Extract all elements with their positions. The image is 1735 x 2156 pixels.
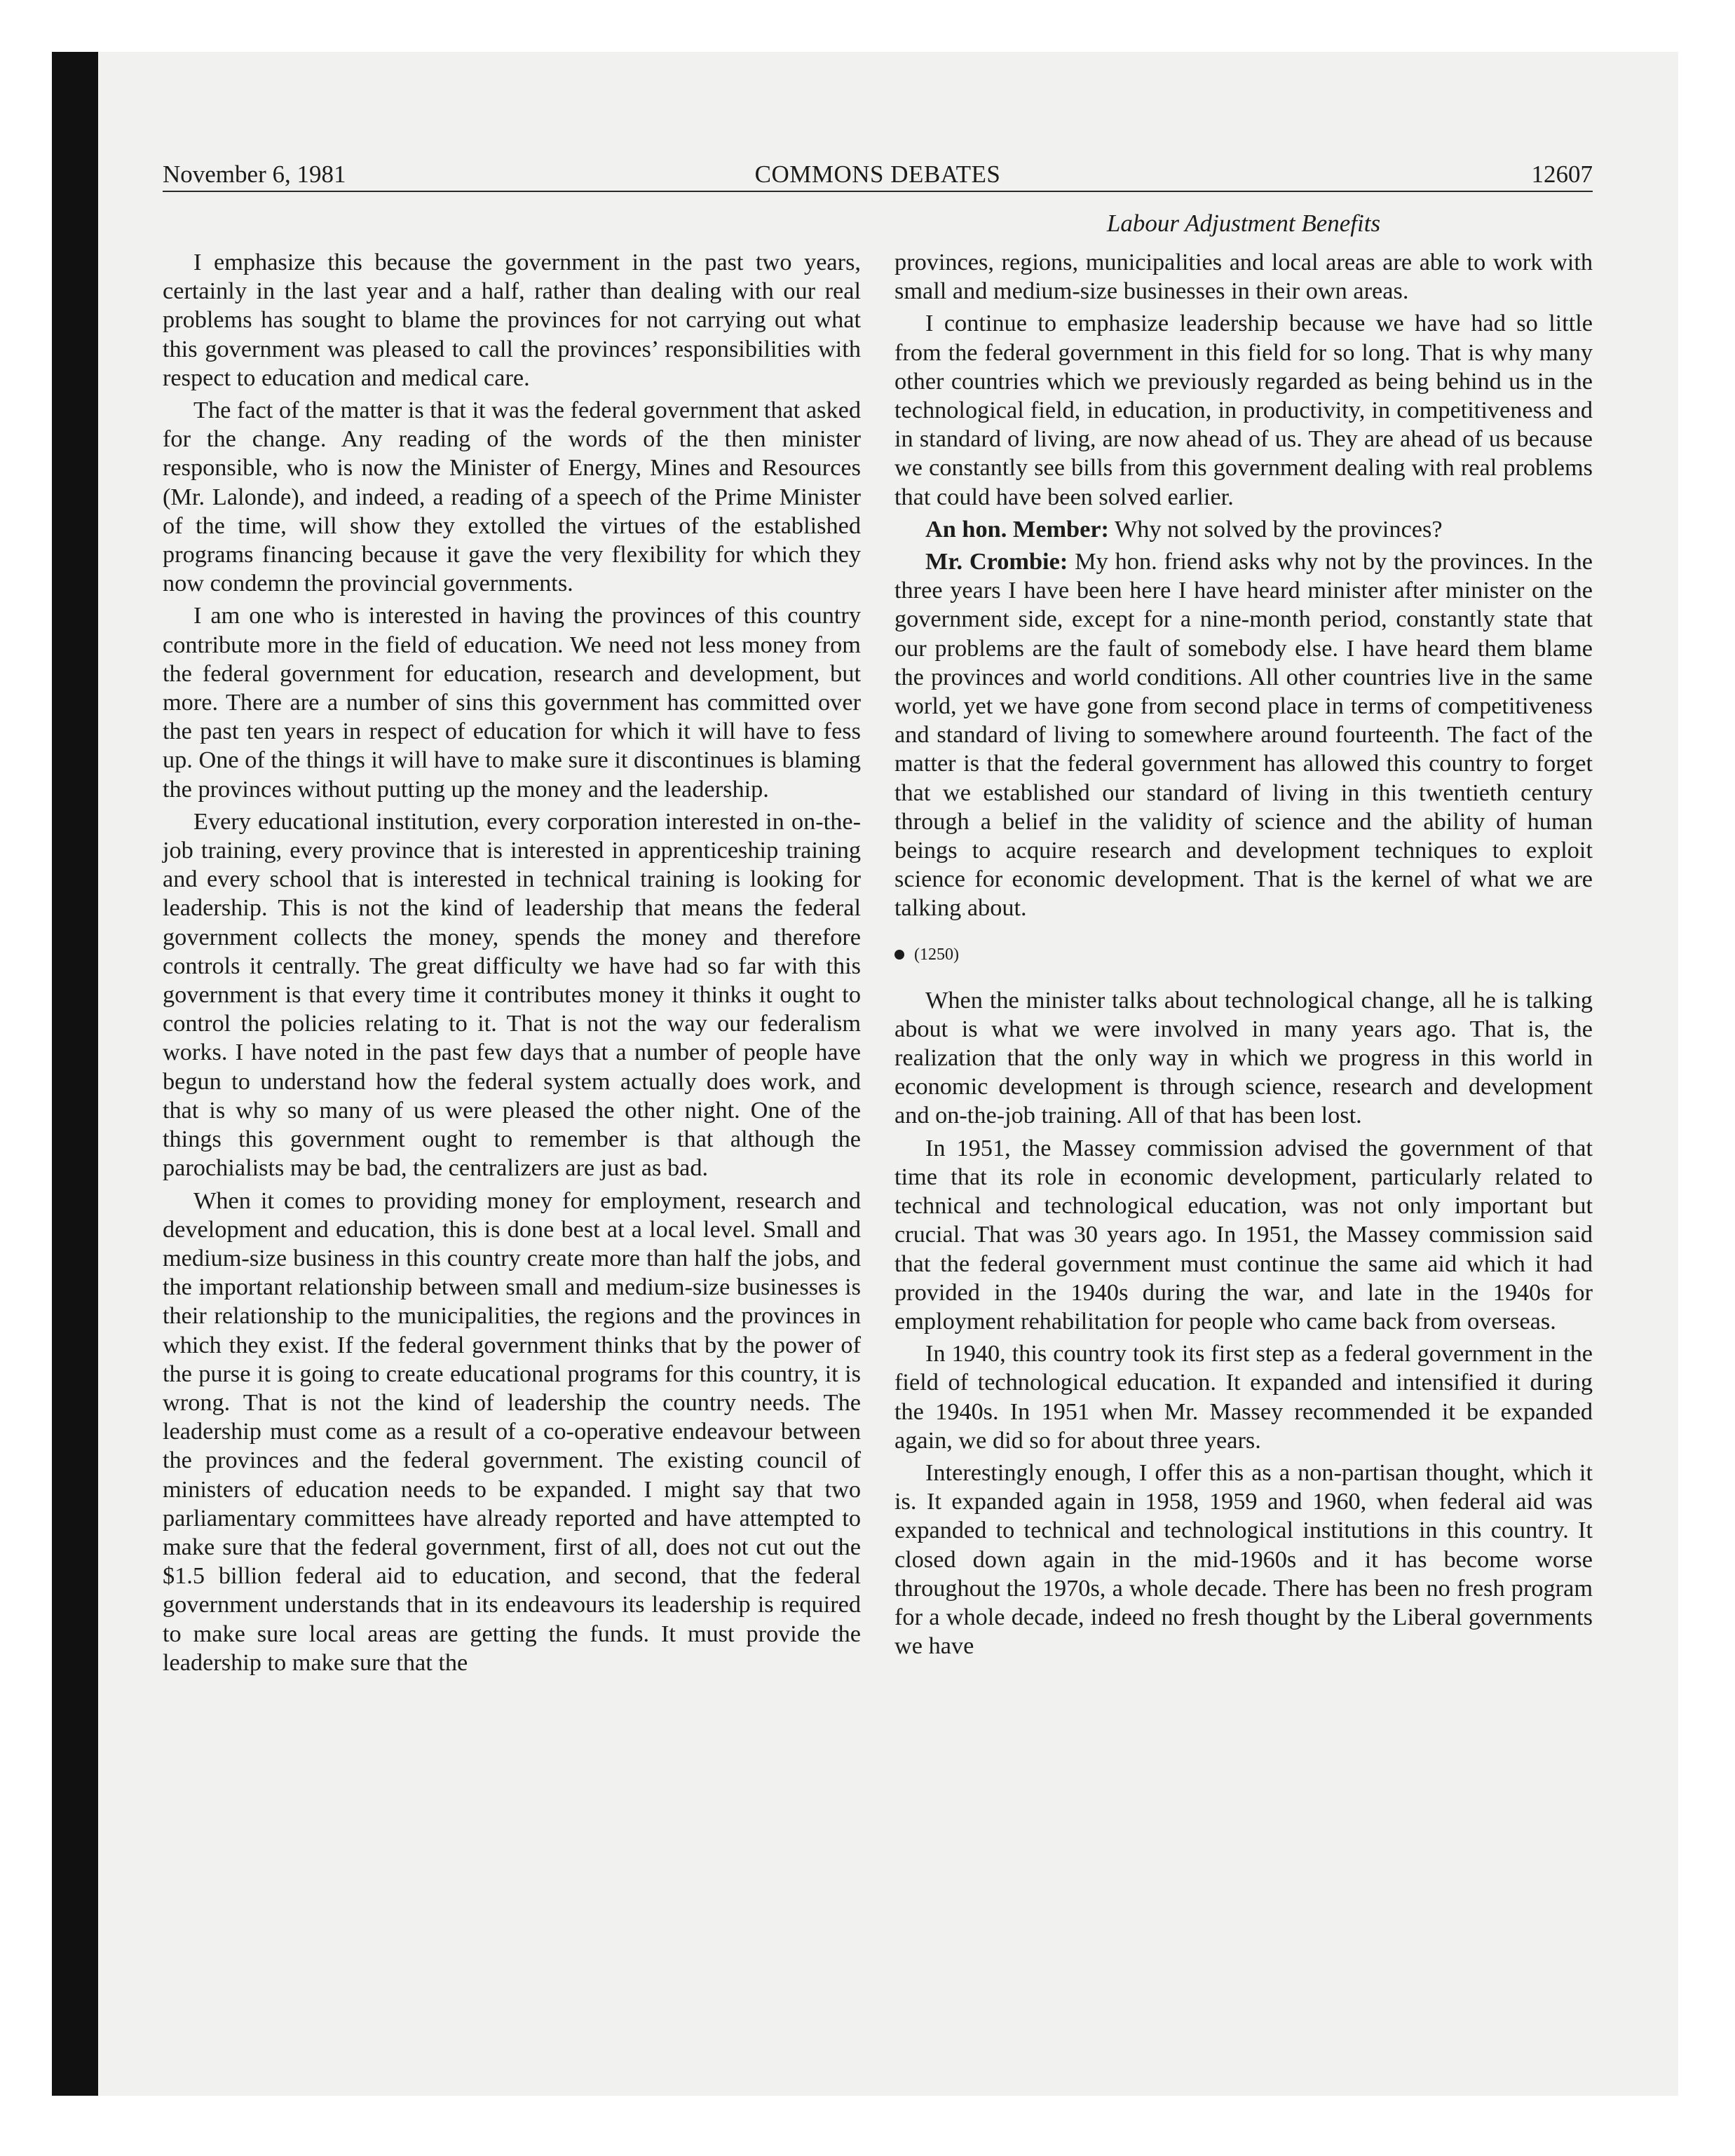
- right-paragraph: In 1951, the Massey commission advised the government of that time that its role in economic development, particularly related to technical and technological education, was not only important but crucial. That was 30 years ago. In 1951, the Massey commission said that the federal government must continue the same aid which it had provided in the 1940s during the war, and late in the 1940s for employment rehabilitation for people who came back from overseas.: [894, 1134, 1593, 1335]
- reply-text: My hon. friend asks why not by the provinces. In the three years I have been here I have heard minister after minister on the government side, except for a nine-month period, constantly state that our problems are the fault of somebody else. I have heard them blame the provinces and world conditions. All other countries live in the same world, yet we have gone from second place in terms of competitiveness and standard of living to somewhere around fourteenth. The fact of the matter is that the federal government has allowed this country to forget that we established our standard of living in this twentieth century through a belief in the validity of science and the ability of human beings to acquire research and development techniques to exploit science for economic development. That is the kernel of what we are talking about.: [894, 548, 1593, 922]
- left-paragraph-5: When it comes to providing money for employment, research and development and education, this is done best at a local level. Small and medium-size business in this country create more than half the jobs, and the important relationship between small and medium-size businesses is their relationship to the municipalities, the regions and the provinces in which they exist. If the federal government thinks that by the power of the purse it is going to create educational programs for this country, it is wrong. That is not the kind of leadership the country needs. The leadership must come as a result of a co-operative endeavour between the provinces and the federal government. The existing council of ministers of education needs to be expanded. I might say that two parliamentary committees have already reported and have attempted to make sure that the federal government, first of all, does not cut out the $1.5 billion federal aid to education, and second, that the federal government understands that in its endeavours its leadership is required to make sure local areas are getting the funds. It must provide the leadership to make sure that the: [163, 1187, 861, 1676]
- interjection: [894, 515, 1593, 544]
- left-paragraph-2: The fact of the matter is that it was the federal government that asked for the change. Any reading of the words of the then minister responsible, who is now the Minister of Energy, Mines and Resources (Mr. Lalonde), and indeed, a reading of a speech of the Prime Minister of the time, will show they extolled the virtues of the established programs financing because it gave the very flexibility for which they now condemn the provincial governments.: [163, 397, 861, 597]
- page-header: [163, 156, 1593, 193]
- right-paragraph: In 1940, this country took its first step as a federal government in the field of technological education. It expanded and intensified it during the 1940s. In 1951 when Mr. Massey recommended it be expanded again, we did so for about three years.: [894, 1340, 1593, 1454]
- right-paragraph-leadership: I continue to emphasize leadership because we have had so little from the federal government in this field for so long. That is why many other countries which we previously regarded as being behind us in the technological field, in education, in productivity, in competitiveness and in standard of living, are now ahead of us. They are ahead of us because we constantly see bills from this government dealing with real problems that could have been solved earlier.: [894, 310, 1593, 510]
- section-title: Labour Adjustment Benefits: [1106, 210, 1381, 237]
- right-column: [894, 248, 1593, 1664]
- speaker-name: An hon. Member:: [925, 515, 1109, 543]
- reply: [894, 547, 1593, 923]
- right-paragraph: Interestingly enough, I offer this as a non-partisan thought, which it is. It expanded again in 1958, 1959 and 1960, when federal aid was expanded to technical and technological institutions in this country. It closed down again in the mid-1960s and it has become worse throughout the 1970s, a whole decade. There has been no fresh program for a whole decade, indeed no fresh thought by the Liberal governments we have: [894, 1459, 1593, 1660]
- header-date: November 6, 1981: [163, 161, 346, 188]
- right-paragraph: When the minister talks about technological change, all he is talking about is what we were involved in many years ago. That is, the realization that the only way in which we progress in this world in economic development is through science, research and development and on-the-job training. All of that has been lost.: [894, 986, 1593, 1129]
- header-publication-title: COMMONS DEBATES: [754, 161, 1001, 188]
- header-page-number: 12607: [1531, 161, 1593, 188]
- scan-binding-edge: [52, 52, 98, 2096]
- time-marker-text: (1250): [914, 945, 959, 964]
- interjection-text: Why not solved by the provinces?: [1114, 515, 1443, 543]
- speaker-name: Mr. Crombie:: [925, 548, 1068, 575]
- right-continuation: provinces, regions, municipalities and local areas are able to work with small and medium-size businesses in their own areas.: [894, 249, 1593, 305]
- left-paragraph-4: Every educational institution, every corporation interested in on-the-job training, every province that is interested in apprenticeship training and every school that is interested in technical training is looking for leadership. This is not the kind of leadership that means the federal government collects the money, spends the money and therefore controls it centrally. The great difficulty we have had so far with this government is that every time it contributes money it thinks it ought to control the policies relating to it. That is not the way our federalism works. I have noted in the past few days that a number of people have begun to understand how the federal system actually does work, and that is why so many of us were pleased the other night. One of the things this government ought to remember is that although the parochialists may be bad, the centralizers are just as bad.: [163, 807, 861, 1182]
- time-marker: [894, 944, 1593, 965]
- header-rule: [163, 191, 1593, 192]
- left-paragraph-3: I am one who is interested in having the provinces of this country contribute more in the field of education. We need not less money from the federal government for education, research and development, but more. There are a number of sins this government has committed over the past ten years in respect of education for which it will have to fess up. One of the things it will have to make sure it discontinues is blaming the provinces without putting up the money and the leadership.: [163, 602, 861, 803]
- left-paragraph-1: I emphasize this because the government in the past two years, certainly in the last year and a half, rather than dealing with our real problems has sought to blame the provinces for not carrying out what this government was pleased to call the provinces’ responsibilities with respect to education and medical care.: [163, 249, 861, 391]
- bullet-icon: [894, 950, 904, 960]
- left-column: [163, 248, 861, 1681]
